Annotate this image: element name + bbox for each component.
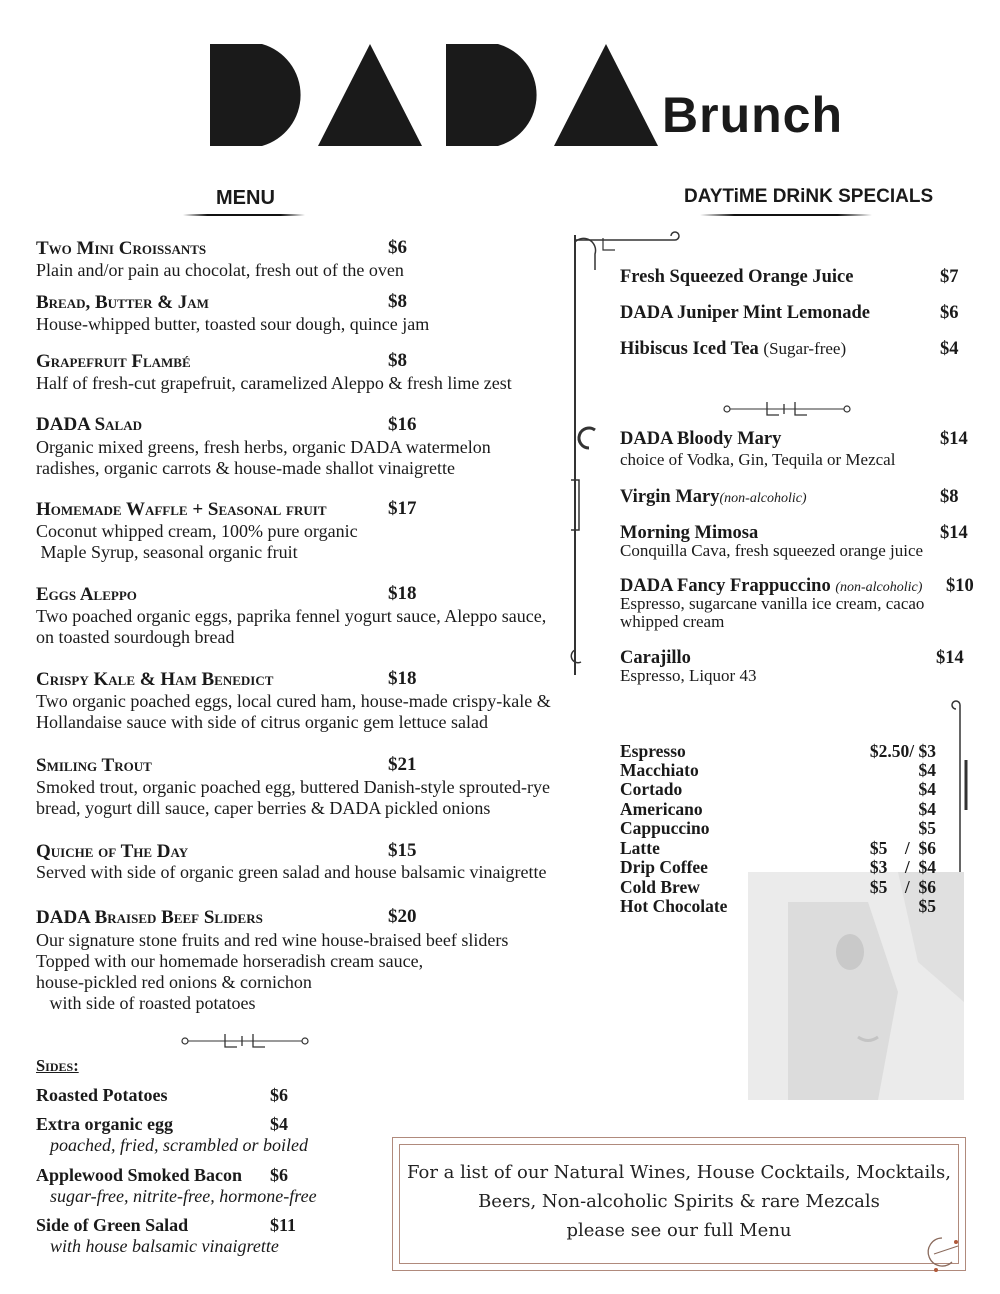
drink-name: DADA Juniper Mint Lemonade <box>620 303 870 323</box>
coffee-name: Macchiato <box>620 760 699 780</box>
coffee-name: Cappuccino <box>620 818 710 838</box>
ornament-divider-icon <box>722 398 852 420</box>
side-item-desc: poached, fried, scrambled or boiled <box>50 1135 308 1155</box>
menu-item-desc: Half of fresh-cut grapefruit, caramelized Aleppo & fresh lime zest <box>36 373 512 393</box>
menu-item-price: $21 <box>388 754 417 775</box>
full-menu-note <box>392 1137 966 1271</box>
menu-item-price: $18 <box>388 668 417 689</box>
menu-item-name: Two Mini Croissants <box>36 238 207 259</box>
sides-heading: Sides: <box>36 1056 79 1075</box>
special-price: $14 <box>940 429 968 449</box>
coffee-price: $2.50/ $3 <box>869 741 936 761</box>
drink-price: $4 <box>940 339 959 359</box>
menu-item-name: DADA Braised Beef Sliders <box>36 907 263 928</box>
flourish-icon <box>922 1232 962 1276</box>
menu-item-price: $6 <box>388 237 407 258</box>
menu-item-desc: Maple Syrup, seasonal organic fruit <box>36 542 298 562</box>
special-note: (non-alcoholic) <box>719 491 807 506</box>
menu-item-desc: radishes, organic carrots & house-made shallot vinaigrette <box>36 458 456 478</box>
special-desc: Espresso, Liquor 43 <box>620 666 757 685</box>
special-note: (non-alcoholic) <box>835 580 923 595</box>
menu-item-desc: Hollandaise sauce with side of citrus organic gem lettuce salad <box>36 712 489 732</box>
special-price: $14 <box>940 523 968 543</box>
coffee-name: Cortado <box>620 779 683 799</box>
coffee-price: $3 / $4 <box>869 857 936 877</box>
coffee-name: Hot Chocolate <box>620 896 728 916</box>
menu-item-name: Eggs Aleppo <box>36 584 137 605</box>
menu-item-desc: house-pickled red onions & cornichon <box>36 972 312 992</box>
side-item-name: Side of Green Salad <box>36 1215 189 1235</box>
menu-item-price: $16 <box>388 414 417 435</box>
drink-price: $6 <box>940 303 959 323</box>
coffee-name: Cold Brew <box>620 877 700 897</box>
menu-item-desc: Two organic poached eggs, local cured ham, house-made crispy-kale & <box>36 691 551 711</box>
drinks-heading-rule <box>700 214 872 216</box>
coffee-row <box>620 741 936 761</box>
special-name-text: DADA Fancy Frappuccino <box>620 576 831 596</box>
side-item-name: Roasted Potatoes <box>36 1085 168 1105</box>
menu-item-desc: Our signature stone fruits and red wine house-braised beef sliders <box>36 930 509 950</box>
coffee-name: Drip Coffee <box>620 857 708 877</box>
side-item-desc: with house balsamic vinaigrette <box>50 1236 279 1256</box>
menu-item-desc: Topped with our homemade horseradish cream sauce, <box>36 951 424 971</box>
menu-item-name: Quiche of The Day <box>36 841 189 862</box>
coffee-row <box>620 760 936 780</box>
drink-name-text: Hibiscus Iced Tea <box>620 339 759 359</box>
special-price: $10 <box>946 576 974 596</box>
menu-item-price: $8 <box>388 291 407 312</box>
special-desc: Conquilla Cava, fresh squeezed orange juice <box>620 541 924 560</box>
coffee-row <box>620 838 936 858</box>
special-price: $8 <box>940 487 959 507</box>
menu-item-price: $15 <box>388 840 417 861</box>
side-item-name: Extra organic egg <box>36 1114 173 1134</box>
menu-item-desc: on toasted sourdough bread <box>36 627 235 647</box>
coffee-price: $4 <box>918 799 936 819</box>
menu-item-name: Smiling Trout <box>36 755 152 776</box>
menu-item-price: $18 <box>388 583 417 604</box>
special-name: Carajillo <box>620 648 691 668</box>
menu-item-desc: Served with side of organic green salad and house balsamic vinaigrette <box>36 862 547 882</box>
coffee-price: $4 <box>918 760 936 780</box>
menu-item-price: $8 <box>388 350 407 371</box>
menu-item-desc: bread, yogurt dill sauce, caper berries & DADA pickled onions <box>36 798 491 818</box>
coffee-price: $5 <box>918 896 936 916</box>
menu-item-desc: House-whipped butter, toasted sour dough, quince jam <box>36 314 430 334</box>
menu-item-name: DADA Salad <box>36 414 142 435</box>
note-line: For a list of our Natural Wines, House Cocktails, Mocktails, <box>407 1162 951 1183</box>
drinks-heading: DAYTiME DRiNK SPECIALS <box>684 186 934 207</box>
menu-item-desc: Coconut whipped cream, 100% pure organic <box>36 521 358 541</box>
coffee-row <box>620 818 936 838</box>
side-item-price: $11 <box>270 1215 297 1235</box>
menu-item-price: $20 <box>388 906 417 927</box>
brunch-wordmark: Brunch <box>662 87 843 143</box>
note-line: Beers, Non-alcoholic Spirits & rare Mezcals <box>478 1191 880 1212</box>
menu-item-name: Grapefruit Flambé <box>36 351 191 372</box>
menu-item-desc: Two poached organic eggs, paprika fennel yogurt sauce, Aleppo sauce, <box>36 606 547 626</box>
coffee-row <box>620 779 936 799</box>
special-name <box>620 487 807 508</box>
coffee-price: $5 / $6 <box>869 838 936 858</box>
dada-logo <box>210 40 660 150</box>
menu-item-desc: Smoked trout, organic poached egg, buttered Danish-style sprouted-rye <box>36 777 551 797</box>
side-item-price: $6 <box>270 1165 288 1185</box>
special-price: $14 <box>936 648 964 668</box>
side-item-price: $4 <box>270 1114 288 1134</box>
note-line: please see our full Menu <box>566 1220 792 1241</box>
coffee-name: Espresso <box>620 741 686 761</box>
coffee-row <box>620 896 936 916</box>
coffee-name: Americano <box>620 799 703 819</box>
menu-item-name: Crispy Kale & Ham Benedict <box>36 669 274 690</box>
special-desc: Espresso, sugarcane vanilla ice cream, cacao <box>620 594 925 613</box>
drink-name <box>620 339 846 360</box>
menu-item-desc: Plain and/or pain au chocolat, fresh out of the oven <box>36 260 404 280</box>
ornament-divider-icon <box>180 1030 310 1052</box>
coffee-price: $5 / $6 <box>869 877 936 897</box>
coffee-row <box>620 857 936 877</box>
coffee-price: $4 <box>918 779 936 799</box>
side-item-name: Applewood Smoked Bacon <box>36 1165 243 1185</box>
menu-heading: MENU <box>216 187 275 209</box>
special-name-text: Virgin Mary <box>620 487 720 507</box>
coffee-name: Latte <box>620 838 660 858</box>
menu-heading-rule <box>183 214 305 216</box>
special-name: DADA Bloody Mary <box>620 429 782 449</box>
special-name: Morning Mimosa <box>620 523 759 543</box>
special-desc: choice of Vodka, Gin, Tequila or Mezcal <box>620 450 896 469</box>
full-menu-note-text <box>393 1158 965 1245</box>
coffee-row <box>620 799 936 819</box>
special-desc: whipped cream <box>620 612 725 631</box>
menu-item-desc: Organic mixed greens, fresh herbs, organic DADA watermelon <box>36 437 491 457</box>
drink-price: $7 <box>940 267 959 287</box>
coffee-price: $5 <box>918 818 936 838</box>
side-item-price: $6 <box>270 1085 288 1105</box>
drink-extra: (Sugar-free) <box>763 339 847 358</box>
drink-name: Fresh Squeezed Orange Juice <box>620 267 854 287</box>
menu-item-desc: with side of roasted potatoes <box>36 993 256 1013</box>
menu-item-name: Homemade Waffle + Seasonal fruit <box>36 499 327 520</box>
menu-item-name: Bread, Butter & Jam <box>36 292 209 313</box>
menu-item-price: $17 <box>388 498 417 519</box>
coffee-row <box>620 877 936 897</box>
side-item-desc: sugar-free, nitrite-free, hormone-free <box>50 1186 317 1206</box>
